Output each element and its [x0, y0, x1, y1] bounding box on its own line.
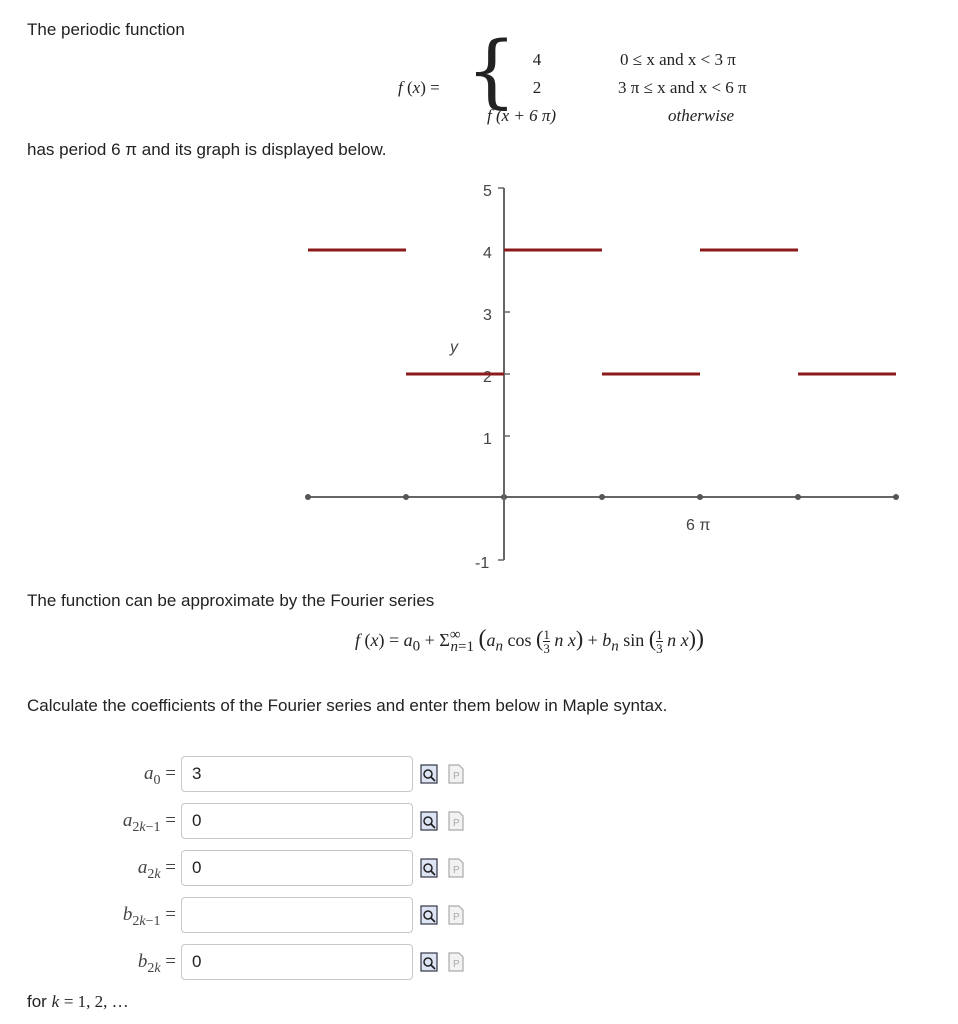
x-tick-dot — [795, 494, 801, 500]
x-tick-dot — [599, 494, 605, 500]
svg-text:P: P — [453, 818, 460, 829]
b2k-input[interactable] — [181, 944, 413, 980]
preview-icon[interactable] — [420, 811, 438, 831]
help-icon[interactable] — [447, 764, 465, 784]
x-axis-label: 6 π — [686, 517, 711, 534]
label-a0: $a_0$ = — [144, 763, 176, 788]
piece-value-2: 2 — [532, 78, 542, 97]
x-tick-dot — [697, 494, 703, 500]
svg-text:P: P — [453, 771, 460, 782]
help-icon[interactable] — [447, 952, 465, 972]
piecewise-brace: { — [466, 24, 517, 117]
svg-text:P: P — [453, 865, 460, 876]
piece-value-1: 4 — [532, 50, 542, 69]
svg-text:P: P — [453, 959, 460, 970]
piece-value-3: f (x + 6 π) — [487, 106, 557, 125]
label-a2k-1: $a_{2k-1}$ = — [122, 810, 176, 835]
fourier-series-formula: f $(x) = a_0 + \Sigma^\infty_{n=1}$ ($a_n$ cos ( $\frac{1}{3}$ n $x) + b_n$ sin ( $\frac{1}{3}$ n x)) — [355, 626, 704, 657]
help-icon[interactable] — [447, 905, 465, 925]
preview-icon[interactable] — [420, 952, 438, 972]
y-tick-label: 1 — [483, 431, 492, 448]
help-icon[interactable] — [447, 811, 465, 831]
x-tick-dot — [403, 494, 409, 500]
y-tick-label: 2 — [483, 369, 492, 386]
period-text: has period 6 π and its graph is displayed below. — [27, 140, 387, 159]
y-tick-label: 3 — [483, 307, 492, 324]
b2k-minus-1-input[interactable] — [181, 897, 413, 933]
label-b2k: $b_{2k}$ = — [137, 951, 176, 976]
intro-text: The periodic function — [27, 20, 185, 39]
y-tick-label: 5 — [483, 183, 492, 200]
preview-icon[interactable] — [420, 905, 438, 925]
label-a2k: $a_{2k}$ = — [137, 857, 176, 882]
a2k-minus-1-input[interactable] — [181, 803, 413, 839]
footer-text: for k = 1, 2, … — [27, 992, 129, 1011]
instructions-text: Calculate the coefficients of the Fourier series and enter them below in Maple syntax. — [27, 696, 668, 715]
help-icon[interactable] — [447, 858, 465, 878]
preview-icon[interactable] — [420, 858, 438, 878]
function-lhs: f (x) = — [398, 78, 440, 97]
y-tick-label: -1 — [475, 555, 490, 572]
a0-input[interactable] — [181, 756, 413, 792]
piece-condition-2: 3 π ≤ x and x < 6 π — [618, 78, 747, 97]
piece-condition-1: 0 ≤ x and x < 3 π — [620, 50, 736, 69]
y-tick-label: 4 — [483, 245, 492, 262]
a2k-input[interactable] — [181, 850, 413, 886]
x-tick-dot — [305, 494, 311, 500]
y-axis-label: y — [450, 339, 458, 356]
series-intro-text: The function can be approximate by the Fourier series — [27, 591, 435, 610]
preview-icon[interactable] — [420, 764, 438, 784]
label-b2k-1: $b_{2k-1}$ = — [122, 904, 176, 929]
piece-condition-3: otherwise — [668, 106, 735, 125]
svg-text:P: P — [453, 912, 460, 923]
x-tick-dot — [893, 494, 899, 500]
